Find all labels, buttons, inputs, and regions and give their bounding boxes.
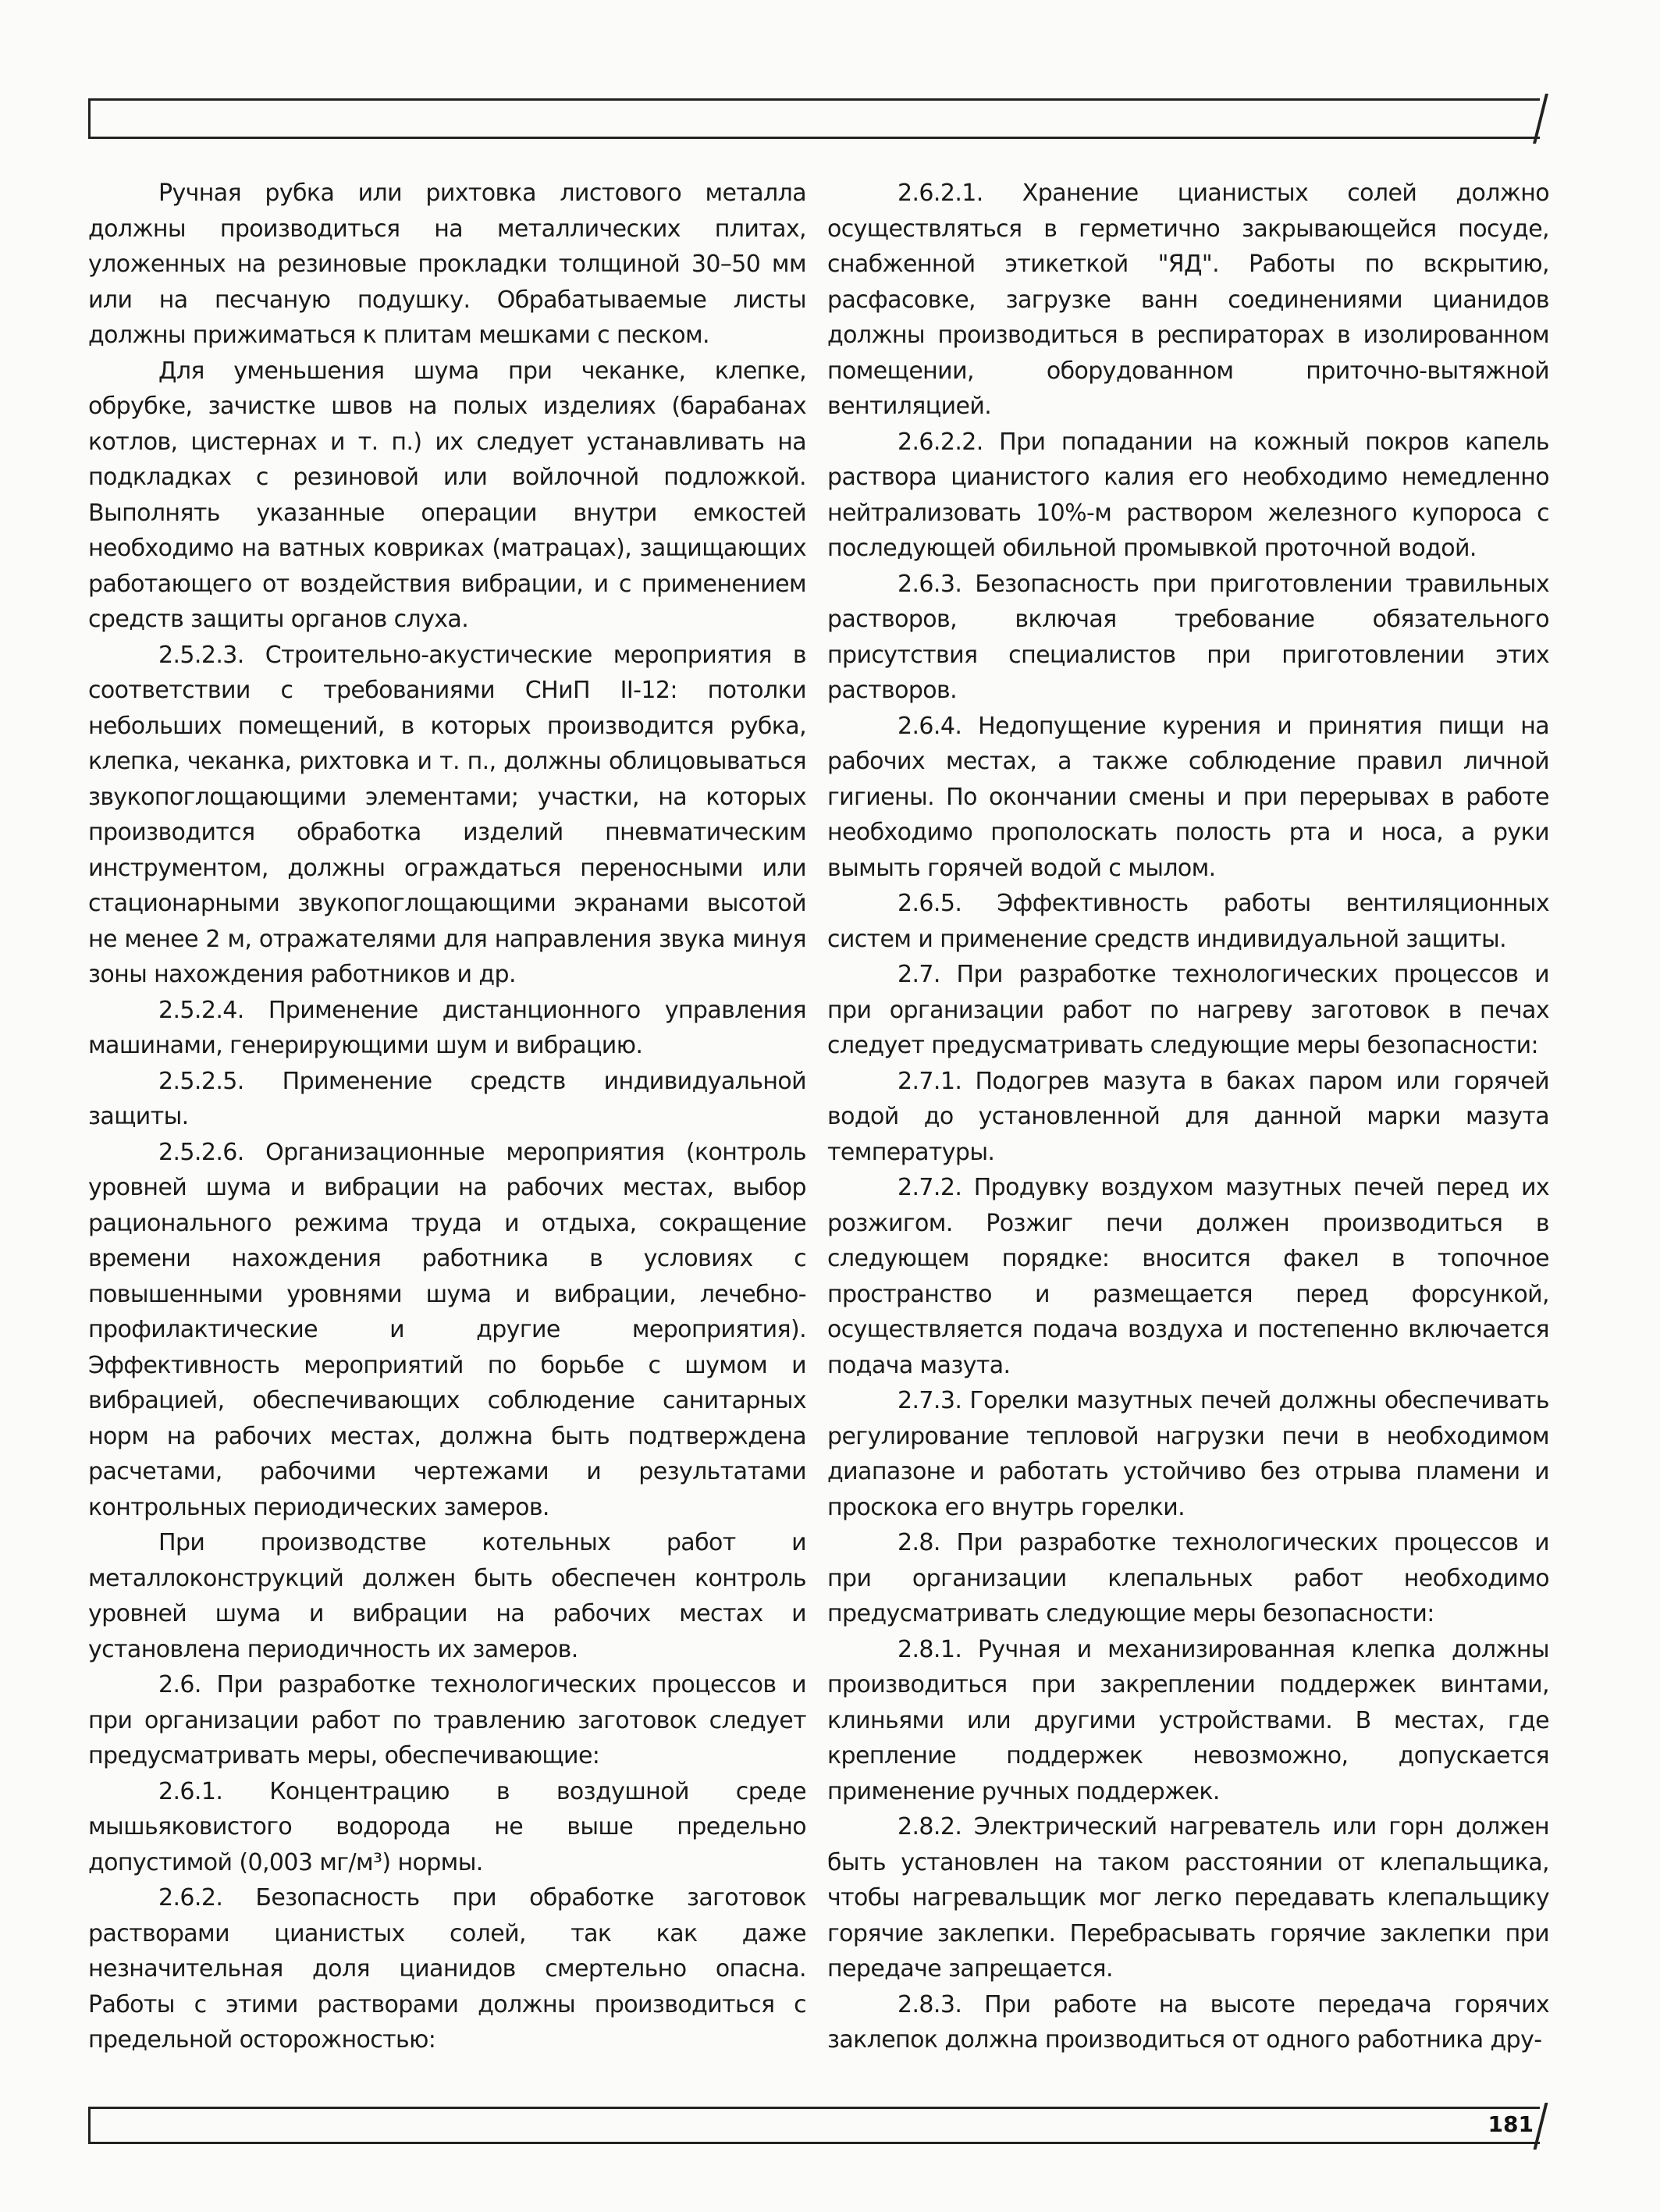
paragraph: 2.6.3. Безопасность при приготовлении травильных растворов, включая требование обязательного присутствия специалистов при приготовлении этих растворов.	[827, 570, 1549, 704]
right-text-column	[827, 176, 1549, 2058]
header-rule-bar	[88, 98, 1540, 139]
paragraph: 2.6. При разработке технологических процессов и при организации работ по травлению заготовок следует предусматривать меры, обеспечивающие:	[88, 1671, 806, 1769]
paragraph: 2.7. При разработке технологических процессов и при организации работ по нагреву заготовок в печах следует предусматривать следующие меры безопасности:	[827, 961, 1549, 1059]
paragraph: 2.7.3. Горелки мазутных печей должны обеспечивать регулирование тепловой нагрузки печи в необходимом диапазоне и работать устойчиво без отрыва пламени и проскока его внутрь горелки.	[827, 1387, 1549, 1521]
paragraph: 2.5.2.4. Применение дистанционного управления машинами, генерирующими шум и вибрацию.	[88, 996, 806, 1059]
paragraph: Ручная рубка или рихтовка листового металла должны производиться на металлических плитах, уложенных на резиновые прокладки толщиной 30–50 мм или на песчаную подушку. Обрабатываемые листы должны прижиматься к плитам мешками с песком.	[88, 180, 806, 349]
paragraph: 2.6.2.1. Хранение цианистых солей должно осуществляться в герметично закрывающейся посуде, снабженной этикеткой "ЯД". Работы по вскрытию, расфасовке, загрузке ванн соединениями цианидов должны производиться в респираторах в изолированном помещении, оборудованном приточно-вытяжной вентиляцией.	[827, 180, 1549, 420]
paragraph: 2.6.1. Концентрацию в воздушной среде мышьяковистого водорода не выше предельно допустимой (0,003 мг/м³) нормы.	[88, 1777, 806, 1876]
paragraph: 2.7.2. Продувку воздухом мазутных печей перед их розжигом. Розжиг печи должен производиться в следующем порядке: вносится факел в топочное пространство и размещается перед форсункой, осуществляется подача воздуха и постепенно включается подача мазута.	[827, 1174, 1549, 1379]
paragraph: 2.6.2.2. При попадании на кожный покров капель раствора цианистого калия его необходимо немедленно нейтрализовать 10%-м раствором железного купороса с последующей обильной промывкой проточной водой.	[827, 428, 1549, 562]
paragraph: При производстве котельных работ и металлоконструкций должен быть обеспечен контроль уровней шума и вибрации на рабочих местах и установлена периодичность их замеров.	[88, 1529, 806, 1663]
paragraph: 2.6.4. Недопущение курения и принятия пищи на рабочих местах, а также соблюдение правил личной гигиены. По окончании смены и при перерывах в работе необходимо прополоскать полость рта и носа, а руки вымыть горячей водой с мылом.	[827, 712, 1549, 882]
page-number: 181	[1488, 2111, 1534, 2137]
footer-rule-bar	[88, 2107, 1540, 2144]
paragraph: 2.8.3. При работе на высоте передача горячих заклепок должна производиться от одного работника дру-	[827, 1990, 1549, 2054]
paragraph: 2.6.2. Безопасность при обработке заготовок растворами цианистых солей, так как даже незначительная доля цианидов смертельно опасна. Работы с этими растворами должны производиться с предельной осторожностью:	[88, 1884, 806, 2054]
paragraph: 2.5.2.3. Строительно-акустические мероприятия в соответствии с требованиями СНиП II-12: потолки небольших помещений, в которых производится рубка, клепка, чеканка, рихтовка и т. п., должны облицовываться звукопоглощающими элементами; участки, на которых производится обработка изделий пневматическим инструментом, должны ограждаться переносными или стационарными звукопоглощающими экранами высотой не менее 2 м, отражателями для направления звука минуя зоны нахождения работников и др.	[88, 641, 806, 988]
paragraph: 2.5.2.5. Применение средств индивидуальной защиты.	[88, 1067, 806, 1130]
paragraph: 2.7.1. Подогрев мазута в баках паром или горячей водой до установленной для данной марки мазута температуры.	[827, 1067, 1549, 1166]
left-text-column	[88, 176, 806, 2058]
paragraph: 2.8. При разработке технологических процессов и при организации клепальных работ необходимо предусматривать следующие меры безопасности:	[827, 1529, 1549, 1627]
paragraph: 2.8.1. Ручная и механизированная клепка должны производиться при закреплении поддержек винтами, клиньями или другими устройствами. В местах, где крепление поддержек невозможно, допускается применение ручных поддержек.	[827, 1635, 1549, 1805]
paragraph: 2.8.2. Электрический нагреватель или горн должен быть установлен на таком расстоянии от клепальщика, чтобы нагревальщик мог легко передавать клепальщику горячие заклепки. Перебрасывать горячие заклепки при передаче запрещается.	[827, 1813, 1549, 1983]
paragraph: 2.5.2.6. Организационные мероприятия (контроль уровней шума и вибрации на рабочих местах, выбор рационального режима труда и отдыха, сокращение времени нахождения работника в условиях с повышенными уровнями шума и вибрации, лечебно-профилактические и другие мероприятия). Эффективность мероприятий по борьбе с шумом и вибрацией, обеспечивающих соблюдение санитарных норм на рабочих местах, должна быть подтверждена расчетами, рабочими чертежами и результатами контрольных периодических замеров.	[88, 1138, 806, 1521]
paragraph: 2.6.5. Эффективность работы вентиляционных систем и применение средств индивидуальной защиты.	[827, 890, 1549, 953]
paragraph: Для уменьшения шума при чеканке, клепке, обрубке, зачистке швов на полых изделиях (барабанах котлов, цистернах и т. п.) их следует устанавливать на подкладках с резиновой или войлочной подложкой. Выполнять указанные операции внутри емкостей необходимо на ватных ковриках (матрацах), защищающих работающего от воздействия вибрации, и с применением средств защиты органов слуха.	[88, 357, 806, 633]
